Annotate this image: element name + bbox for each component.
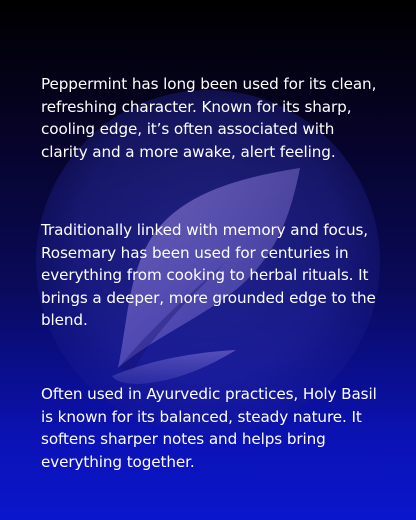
text-line: Traditionally linked with memory and focus, — [41, 221, 369, 239]
text-line: clarity and a more awake, alert feeling. — [41, 142, 336, 161]
text-line: brings a deeper, more grounded edge to the — [41, 288, 376, 307]
text-line: cooling edge, it’s often associated with — [41, 120, 335, 139]
text-line: everything from cooking to herbal rituals. It — [41, 266, 369, 285]
text-line: softens sharper notes and helps bring — [41, 430, 326, 449]
text-line: refreshing character. Known for its sharp, — [41, 97, 352, 116]
text-line: Often used in Ayurvedic practices, Holy Basil — [41, 385, 377, 403]
peppermint-paragraph — [41, 73, 391, 163]
text-line: everything together. — [41, 452, 195, 471]
text-line: Rosemary has been used for centuries in — [41, 243, 349, 262]
holy-basil-paragraph — [41, 383, 391, 473]
text-line: Peppermint has long been used for its clean, — [41, 75, 377, 93]
text-line: blend. — [41, 311, 88, 330]
rosemary-paragraph — [41, 219, 391, 332]
text-line: is known for its balanced, steady nature. It — [41, 407, 362, 426]
